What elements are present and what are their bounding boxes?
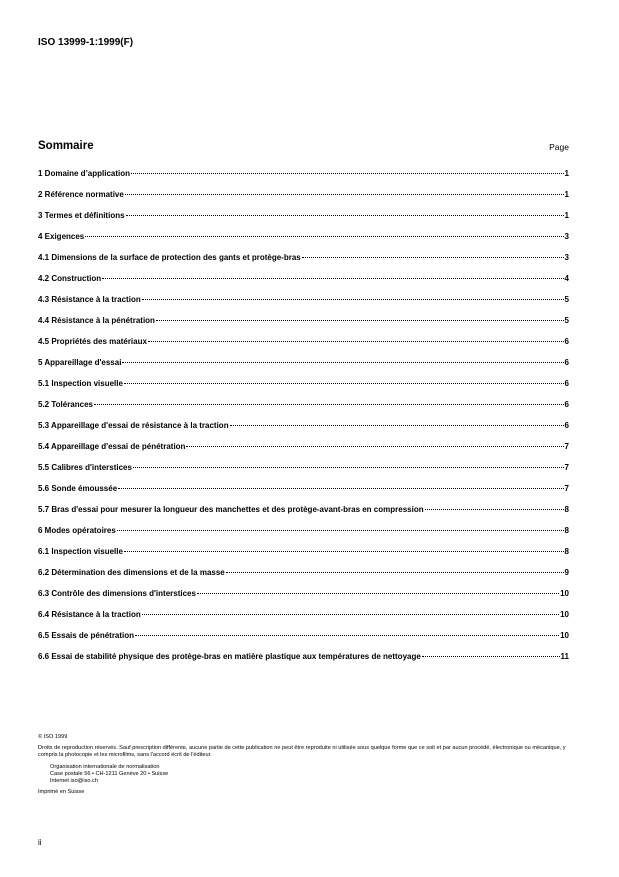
toc-entry[interactable] <box>38 526 569 547</box>
toc-entry[interactable] <box>38 316 569 337</box>
toc-leader-dots <box>186 446 563 447</box>
toc-entry-page: 5 <box>564 295 569 304</box>
toc-leader-dots <box>302 257 564 258</box>
toc-entry-label: 4.3 Résistance à la traction <box>38 295 141 304</box>
toc-entry[interactable] <box>38 568 569 589</box>
toc-entry-label: 1 Domaine d’application <box>38 169 131 178</box>
toc-leader-dots <box>131 173 564 174</box>
toc-entry[interactable] <box>38 400 569 421</box>
toc-leader-dots <box>197 593 559 594</box>
toc-title: Sommaire <box>38 140 94 152</box>
toc-entry-page: 6 <box>564 337 569 346</box>
toc-entry[interactable] <box>38 421 569 442</box>
copyright-line: © ISO 1999 <box>38 734 68 740</box>
toc-entry[interactable] <box>38 232 569 253</box>
toc-entry-label: 6.1 Inspection visuelle <box>38 547 123 556</box>
toc-page-label: Page <box>549 142 569 152</box>
toc-entry-page: 8 <box>564 526 569 535</box>
toc-entry-page: 1 <box>564 190 569 199</box>
table-of-contents <box>38 169 569 673</box>
toc-entry-page: 5 <box>564 316 569 325</box>
internet-address: Internet iso@iso.ch <box>50 778 98 785</box>
toc-entry[interactable] <box>38 442 569 463</box>
toc-leader-dots <box>124 383 564 384</box>
toc-leader-dots <box>142 299 564 300</box>
toc-entry-label: 5.5 Calibres d'interstices <box>38 463 132 472</box>
toc-entry[interactable] <box>38 631 569 652</box>
toc-leader-dots <box>126 215 564 216</box>
toc-entry-page: 7 <box>564 484 569 493</box>
toc-entry-label: 5.3 Appareillage d'essai de résistance à la traction <box>38 421 229 430</box>
toc-entry-page: 7 <box>564 463 569 472</box>
document-header: ISO 13999-1:1999(F) <box>38 37 134 48</box>
toc-entry-page: 1 <box>564 211 569 220</box>
toc-leader-dots <box>135 635 559 636</box>
toc-leader-dots <box>425 509 564 510</box>
toc-entry-page: 4 <box>564 274 569 283</box>
toc-entry-label: 4.2 Construction <box>38 274 102 283</box>
toc-entry[interactable] <box>38 211 569 232</box>
toc-entry-label: 6.2 Détermination des dimensions et de la masse <box>38 568 225 577</box>
toc-leader-dots <box>133 467 564 468</box>
toc-entry[interactable] <box>38 169 569 190</box>
copyright-notice <box>38 734 578 796</box>
toc-entry[interactable] <box>38 610 569 631</box>
postal-address: Case postale 56 • CH-1211 Genève 20 • Suisse <box>50 770 169 777</box>
toc-entry-page: 8 <box>564 547 569 556</box>
toc-leader-dots <box>226 572 564 573</box>
toc-entry-page: 10 <box>560 631 569 640</box>
toc-entry-page: 1 <box>564 169 569 178</box>
toc-entry[interactable] <box>38 274 569 295</box>
toc-entry-page: 6 <box>564 400 569 409</box>
toc-entry-page: 10 <box>560 589 569 598</box>
toc-entry[interactable] <box>38 295 569 316</box>
toc-entry-page: 7 <box>564 442 569 451</box>
toc-leader-dots <box>85 236 563 237</box>
page-number: ii <box>38 838 42 847</box>
toc-entry-label: 6.4 Résistance à la traction <box>38 610 141 619</box>
printed-in: Imprimé en Suisse <box>38 789 85 796</box>
toc-entry-page: 3 <box>564 253 569 262</box>
toc-entry[interactable] <box>38 547 569 568</box>
toc-entry[interactable] <box>38 337 569 358</box>
toc-entry[interactable] <box>38 379 569 400</box>
toc-entry[interactable] <box>38 358 569 379</box>
toc-entry-page: 11 <box>560 652 569 661</box>
toc-entry-page: 10 <box>560 610 569 619</box>
toc-leader-dots <box>117 530 564 531</box>
toc-entry-page: 3 <box>564 232 569 241</box>
toc-leader-dots <box>118 488 563 489</box>
rights-text: Droits de reproduction réservés. Sauf prescription différente, aucune partie de cette publication ne peut être reproduite ni utilisée sous quelque forme que ce soit et par aucun procédé, électronique ou mécanique, y compris la photocopie et les microfilms, sans l'accord écrit de l'éditeur. <box>38 745 566 759</box>
organisation-name: Organisation internationale de normalisation <box>50 763 160 770</box>
toc-entry-label: 5.2 Tolérances <box>38 400 93 409</box>
toc-leader-dots <box>148 341 564 342</box>
toc-entry-label: 4 Exigences <box>38 232 85 241</box>
toc-entry-label: 6.3 Contrôle des dimensions d'interstices <box>38 589 196 598</box>
toc-leader-dots <box>230 425 564 426</box>
toc-leader-dots <box>156 320 564 321</box>
toc-entry[interactable] <box>38 589 569 610</box>
toc-entry-label: 5.1 Inspection visuelle <box>38 379 123 388</box>
toc-leader-dots <box>94 404 564 405</box>
toc-entry-label: 2 Référence normative <box>38 190 124 199</box>
toc-entry[interactable] <box>38 505 569 526</box>
toc-leader-dots <box>125 194 564 195</box>
toc-entry[interactable] <box>38 463 569 484</box>
toc-entry-page: 9 <box>564 568 569 577</box>
toc-entry-label: 6.6 Essai de stabilité physique des protège-bras en matière plastique aux températures de nettoyage <box>38 652 421 661</box>
toc-entry-page: 8 <box>564 505 569 514</box>
toc-entry-label: 6 Modes opératoires <box>38 526 116 535</box>
toc-entry-label: 4.4 Résistance à la pénétration <box>38 316 155 325</box>
toc-entry[interactable] <box>38 253 569 274</box>
toc-entry[interactable] <box>38 652 569 673</box>
toc-entry-label: 4.5 Propriétés des matériaux <box>38 337 147 346</box>
toc-entry[interactable] <box>38 484 569 505</box>
toc-entry-label: 5.7 Bras d'essai pour mesurer la longueur des manchettes et des protège-avant-bras en compression <box>38 505 424 514</box>
toc-leader-dots <box>422 656 560 657</box>
toc-leader-dots <box>102 278 563 279</box>
toc-entry-page: 6 <box>564 421 569 430</box>
toc-entry-label: 5.4 Appareillage d'essai de pénétration <box>38 442 186 451</box>
toc-leader-dots <box>122 362 563 363</box>
toc-entry-label: 3 Termes et définitions <box>38 211 125 220</box>
toc-entry-label: 4.1 Dimensions de la surface de protection des gants et protège-bras <box>38 253 301 262</box>
toc-entry-label: 5 Appareillage d'essai <box>38 358 122 367</box>
toc-entry[interactable] <box>38 190 569 211</box>
toc-entry-label: 6.5 Essais de pénétration <box>38 631 135 640</box>
toc-entry-page: 6 <box>564 358 569 367</box>
toc-leader-dots <box>124 551 564 552</box>
toc-leader-dots <box>142 614 559 615</box>
toc-entry-page: 6 <box>564 379 569 388</box>
toc-entry-label: 5.6 Sonde émoussée <box>38 484 118 493</box>
